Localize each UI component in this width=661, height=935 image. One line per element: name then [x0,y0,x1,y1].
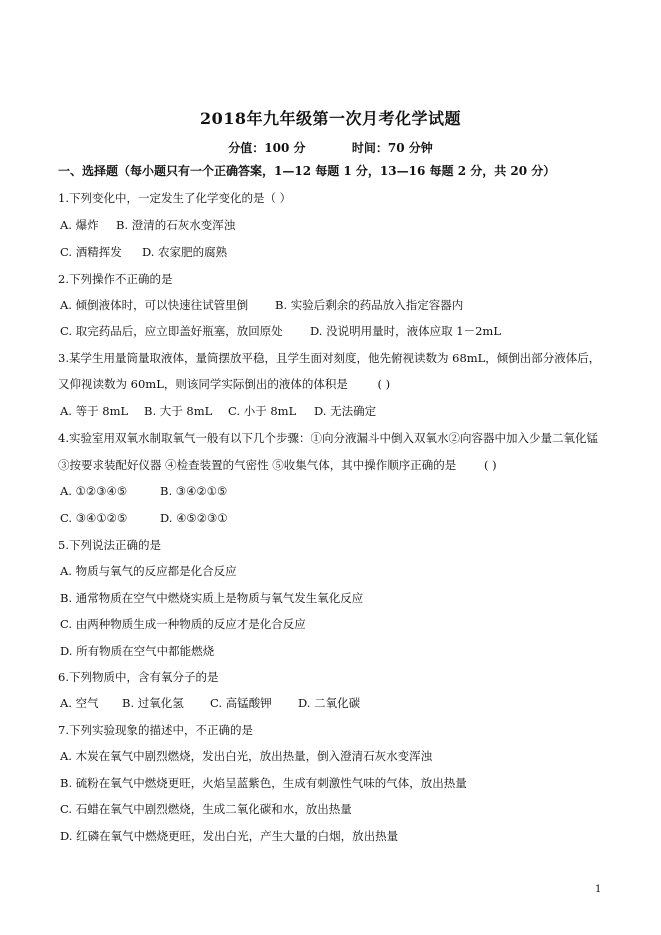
q5-option-b: B. 通常物质在空气中燃烧实质上是物质与氧气发生氧化反应 [60,591,364,605]
question-2-stem: 2.下列操作不正确的是 [58,272,173,286]
question-3-stem-line1: 3.某学生用量筒量取液体，量筒摆放平稳，且学生面对刻度，他先俯视读数为 68mL，倾倒出部分液体后， [58,351,601,365]
question-1-stem: 1.下列变化中，一定发生了化学变化的是（ ） [58,191,292,205]
q1-option-c: C. 酒精挥发 [60,245,122,259]
q6-option-a: A. 空气 [60,696,99,710]
q4-stem-text: ③按要求装配好仪器 ④检查装置的气密性 ⑤收集气体，其中操作顺序正确的是 [58,458,457,472]
q1-option-b: B. 澄清的石灰水变浑浊 [116,218,236,232]
q3-option-d: D. 无法确定 [314,404,377,418]
time-label: 时间：70 分钟 [351,141,433,155]
q6-option-c: C. 高锰酸钾 [210,696,272,710]
q3-option-c: C. 小于 8mL [228,404,297,418]
q1-option-a: A. 爆炸 [60,218,99,232]
question-4-stem-line1: 4.实验室用双氧水制取氧气一般有以下几个步骤：①向分液漏斗中倒入双氧水②向容器中加入少量二氧化锰 [58,431,598,445]
q1-option-d: D. 农家肥的腐熟 [142,245,228,259]
q4-option-b: B. ③④②①⑤ [160,484,228,498]
q5-option-d: D. 所有物质在空气中都能燃烧 [60,644,215,658]
section-heading: 一、选择题（每小题只有一个正确答案，1—12 每题 1 分，13—16 每题 2 分，共 20 分） [58,164,556,178]
question-1-options-row2 [60,244,227,260]
q4-answer-blank: ( ) [483,458,497,472]
q3-option-a: A. 等于 8mL [60,404,129,418]
q2-option-d: D. 没说明用量时，液体应取 1－2mL [310,324,501,338]
q5-option-c: C. 由两种物质生成一种物质的反应才是化合反应 [60,617,306,631]
q4-option-a: A. ①②③④⑤ [60,484,128,498]
exam-meta [0,139,661,156]
question-4-stem-line2 [58,457,497,473]
question-4-options [60,483,227,499]
q2-option-a: A. 倾倒液体时，可以快速往试管里倒 [60,298,249,312]
page-number: 1 [595,884,602,895]
question-5-stem: 5.下列说法正确的是 [58,538,161,552]
q4-option-d: D. ④⑤②③① [160,511,228,525]
question-7-stem: 7.下列实验现象的描述中，不正确的是 [58,723,253,737]
question-4-options-row2 [60,510,228,526]
score-label: 分值：100 分 [228,141,306,155]
q7-option-d: D. 红磷在氧气中燃烧更旺，发出白光，产生大量的白烟，放出热量 [60,829,399,843]
question-1-options [60,217,235,233]
q4-option-c: C. ③④①②⑤ [60,511,128,525]
q7-option-a: A. 木炭在氧气中剧烈燃烧，发出白光，放出热量，倒入澄清石灰水变浑浊 [60,749,433,763]
q2-option-c: C. 取完药品后，应立即盖好瓶塞，放回原处 [60,324,283,338]
q3-answer-blank: ( ) [377,377,391,391]
q3-option-b: B. 大于 8mL [144,404,213,418]
q2-option-b: B. 实验后剩余的药品放入指定容器内 [275,298,464,312]
question-3-stem-line2 [58,376,390,392]
question-3-options [60,403,376,419]
q6-option-b: B. 过氧化氢 [122,696,184,710]
q7-option-c: C. 石蜡在氧气中剧烈燃烧，生成二氧化碳和水，放出热量 [60,802,352,816]
q3-stem-text: 又仰视读数为 60mL，则该同学实际倒出的液体的体积是 [58,377,348,391]
question-6-stem: 6.下列物质中，含有氧分子的是 [58,670,219,684]
question-2-options-row2 [60,323,501,339]
question-6-options [60,695,360,711]
q5-option-a: A. 物质与氧气的反应都是化合反应 [60,564,237,578]
q7-option-b: B. 硫粉在氧气中燃烧更旺，火焰呈蓝紫色，生成有刺激性气味的气体，放出热量 [60,776,467,790]
q6-option-d: D. 二氧化碳 [298,696,361,710]
question-2-options [60,297,463,313]
exam-title: 2018年九年级第一次月考化学试题 [199,109,462,128]
